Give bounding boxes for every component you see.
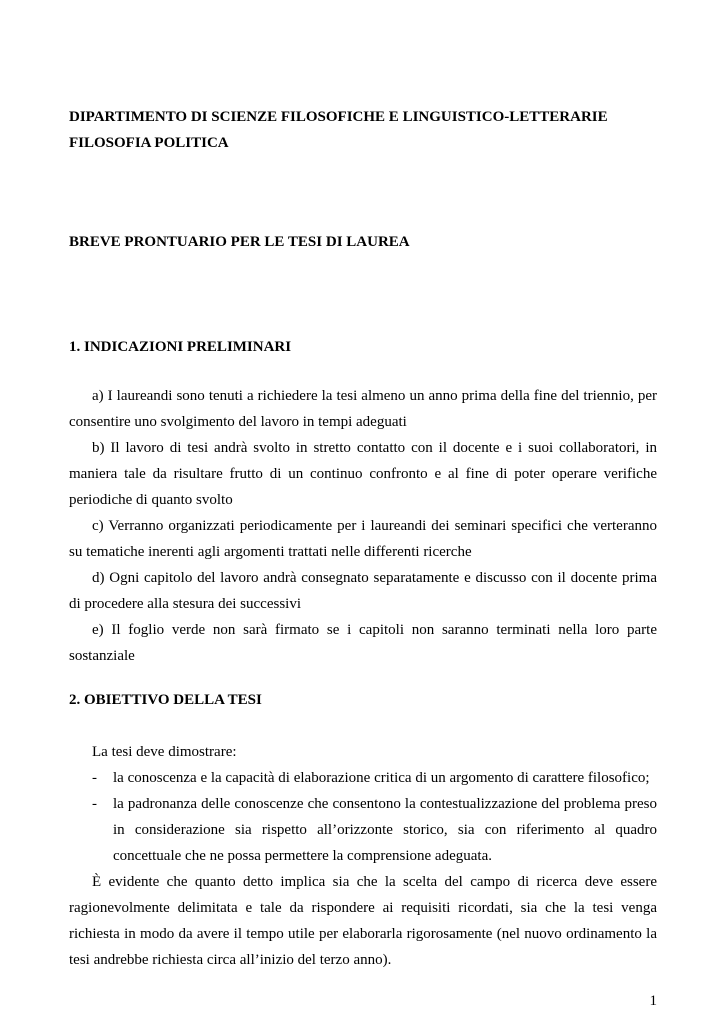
course-title: FILOSOFIA POLITICA (69, 135, 229, 151)
bullet-dash: - (92, 770, 97, 786)
bullet-text: la padronanza delle conoscenze che consentono la contestualizzazione del problema preso in considerazione sia rispetto all’orizzonte storico, sia con riferimento al quadro concettuale che ne possa permettere la comprensione adeguata. (113, 796, 657, 864)
document-title: BREVE PRONTUARIO PER LE TESI DI LAUREA (69, 234, 410, 250)
paragraph-a: a) I laureandi sono tenuti a richiedere la tesi almeno un anno prima della fine del triennio, per consentire uno svolgimento del lavoro in tempi adeguati (69, 388, 657, 430)
paragraph-d: d) Ogni capitolo del lavoro andrà consegnato separatamente e discusso con il docente prima di procedere alla stesura dei successivi (69, 570, 657, 612)
paragraph-e: e) Il foglio verde non sarà firmato se i capitoli non saranno terminati nella loro parte sostanziale (69, 622, 657, 664)
bullet-dash: - (92, 796, 97, 812)
paragraph-b: b) Il lavoro di tesi andrà svolto in stretto contatto con il docente e i suoi collaboratori, in maniera tale da risultare frutto di un continuo confronto e al fine di poter operare verifiche periodiche di quanto svolto (69, 440, 657, 508)
section-2-heading: 2. OBIETTIVO DELLA TESI (69, 692, 262, 708)
page-number: 1 (649, 993, 657, 1009)
bullet-item (69, 765, 657, 791)
section-1-heading: 1. INDICAZIONI PRELIMINARI (69, 339, 292, 355)
department-title: DIPARTIMENTO DI SCIENZE FILOSOFICHE E LINGUISTICO-LETTERARIE (69, 109, 608, 125)
paragraph-c: c) Verranno organizzati periodicamente per i laureandi dei seminari specifici che verteranno su tematiche inerenti agli argomenti trattati nelle differenti ricerche (69, 518, 657, 560)
bullet-text: la conoscenza e la capacità di elaborazione critica di un argomento di carattere filosofico; (113, 770, 650, 786)
closing-paragraph: È evidente che quanto detto implica sia che la scelta del campo di ricerca deve essere ragionevolmente delimitata e tale da rispondere ai requisiti ricordati, sia che la tesi venga richiesta in modo da avere il tempo utile per elaborarla rigorosamente (nel nuovo ordinamento la tesi andrebbe richiesta circa all’inizio del terzo anno). (69, 874, 657, 968)
section-2-intro: La tesi deve dimostrare: (92, 744, 237, 760)
bullet-item (69, 791, 657, 869)
